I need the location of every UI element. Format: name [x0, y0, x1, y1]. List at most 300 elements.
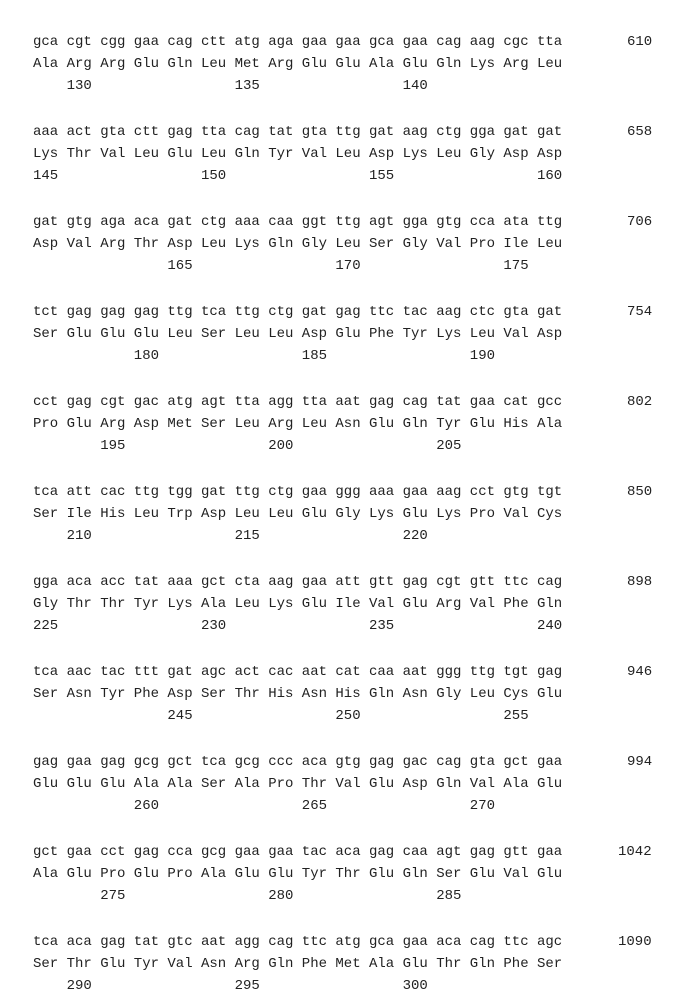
codon: gag: [100, 754, 125, 770]
codon: agt: [436, 844, 461, 860]
amino-acid: Arg: [100, 236, 125, 252]
amino-acid: Lys: [436, 506, 461, 522]
codon: gcg: [134, 754, 159, 770]
amino-acid: Glu: [403, 56, 428, 72]
amino-acid: Glu: [403, 956, 428, 972]
amino-acid: Thr: [67, 146, 92, 162]
amino-acid: Ala: [33, 866, 58, 882]
nucleotide-position: 610: [627, 34, 652, 50]
sequence-block: [0, 934, 700, 1004]
codon: gag: [537, 664, 562, 680]
codon: tat: [268, 124, 293, 140]
codon: ttg: [335, 124, 360, 140]
residue-number: 225: [33, 618, 58, 634]
codon: agc: [201, 664, 226, 680]
codon: tat: [134, 574, 159, 590]
amino-acid: Glu: [369, 776, 394, 792]
amino-acid: Gln: [436, 56, 461, 72]
amino-acid: Asp: [33, 236, 58, 252]
codon: aga: [100, 214, 125, 230]
amino-acid: Ser: [201, 326, 226, 342]
codon: att: [335, 574, 360, 590]
codon: aca: [302, 754, 327, 770]
amino-acid: Val: [503, 326, 528, 342]
codon: gat: [503, 124, 528, 140]
codon: gat: [167, 664, 192, 680]
codon: gct: [503, 754, 528, 770]
amino-acid: Gln: [403, 866, 428, 882]
codon: ctt: [134, 124, 159, 140]
amino-acid: Asn: [403, 686, 428, 702]
amino-acid: Glu: [369, 866, 394, 882]
amino-acid: Val: [470, 776, 495, 792]
amino-acid: Glu: [537, 776, 562, 792]
residue-number: 135: [235, 78, 260, 94]
nucleotide-position: 1090: [618, 934, 652, 950]
codon: aaa: [235, 214, 260, 230]
amino-acid: Leu: [537, 56, 562, 72]
codon: tac: [100, 664, 125, 680]
codon: gaa: [403, 934, 428, 950]
residue-number: 195: [100, 438, 125, 454]
residue-number: 240: [537, 618, 562, 634]
amino-acid: Ser: [33, 686, 58, 702]
codon: aaa: [33, 124, 58, 140]
codon: ctc: [470, 304, 495, 320]
codon: gag: [67, 304, 92, 320]
codon: gtt: [503, 844, 528, 860]
amino-acid: His: [503, 416, 528, 432]
codon: tct: [33, 304, 58, 320]
amino-acid: Gln: [268, 236, 293, 252]
amino-acid: Met: [235, 56, 260, 72]
codon: gat: [201, 484, 226, 500]
sequence-block: [0, 304, 700, 374]
codon: gtg: [503, 484, 528, 500]
residue-number: 270: [470, 798, 495, 814]
amino-acid: Leu: [235, 506, 260, 522]
codon: aag: [403, 124, 428, 140]
codon: atg: [335, 934, 360, 950]
codon: ttc: [503, 574, 528, 590]
codon: gtg: [436, 214, 461, 230]
codon: cag: [436, 34, 461, 50]
amino-acid: Asp: [201, 506, 226, 522]
nucleotide-position: 850: [627, 484, 652, 500]
residue-number: 230: [201, 618, 226, 634]
codon: gat: [167, 214, 192, 230]
amino-acid: Lys: [167, 596, 192, 612]
amino-acid: Pro: [33, 416, 58, 432]
amino-acid: Ser: [369, 236, 394, 252]
codon: aag: [470, 34, 495, 50]
residue-number: 295: [235, 978, 260, 994]
amino-acid: Val: [503, 866, 528, 882]
residue-number: 180: [134, 348, 159, 364]
amino-acid: Thr: [67, 956, 92, 972]
amino-acid: Thr: [235, 686, 260, 702]
codon: ctg: [268, 484, 293, 500]
amino-acid: Gly: [470, 146, 495, 162]
residue-number: 260: [134, 798, 159, 814]
codon: gtg: [335, 754, 360, 770]
amino-acid: Tyr: [134, 596, 159, 612]
amino-acid: His: [100, 506, 125, 522]
codon: caa: [369, 664, 394, 680]
nucleotide-position: 658: [627, 124, 652, 140]
codon: gaa: [67, 844, 92, 860]
codon: aga: [268, 34, 293, 50]
codon: gaa: [403, 34, 428, 50]
amino-acid: Glu: [470, 866, 495, 882]
codon: gag: [470, 844, 495, 860]
codon: gaa: [302, 574, 327, 590]
codon: gaa: [537, 844, 562, 860]
residue-number: 245: [167, 708, 192, 724]
amino-acid: Lys: [369, 506, 394, 522]
amino-acid: Ala: [201, 596, 226, 612]
nucleotide-position: 1042: [618, 844, 652, 860]
amino-acid: Asp: [403, 776, 428, 792]
codon: aac: [67, 664, 92, 680]
amino-acid: Glu: [369, 416, 394, 432]
residue-number: 170: [335, 258, 360, 274]
amino-acid: Gly: [335, 506, 360, 522]
amino-acid: Ser: [201, 776, 226, 792]
amino-acid: Glu: [403, 596, 428, 612]
amino-acid: Glu: [167, 146, 192, 162]
codon: tac: [302, 844, 327, 860]
codon: gag: [33, 754, 58, 770]
codon: ttg: [537, 214, 562, 230]
codon: gaa: [235, 844, 260, 860]
nucleotide-position: 802: [627, 394, 652, 410]
codon: gca: [369, 934, 394, 950]
codon: tgt: [537, 484, 562, 500]
amino-acid: Asp: [167, 236, 192, 252]
amino-acid: Pro: [470, 506, 495, 522]
residue-number: 165: [167, 258, 192, 274]
codon: gcg: [201, 844, 226, 860]
codon: gca: [33, 34, 58, 50]
codon: tta: [537, 34, 562, 50]
codon: ggg: [436, 664, 461, 680]
codon: cac: [100, 484, 125, 500]
codon: aag: [436, 304, 461, 320]
sequence-block: [0, 574, 700, 644]
codon: gaa: [302, 484, 327, 500]
codon: cta: [235, 574, 260, 590]
residue-number: 280: [268, 888, 293, 904]
amino-acid: Gln: [403, 416, 428, 432]
codon: gag: [369, 844, 394, 860]
amino-acid: Glu: [335, 326, 360, 342]
amino-acid: Ala: [235, 776, 260, 792]
residue-number: 150: [201, 168, 226, 184]
codon: tca: [33, 484, 58, 500]
amino-acid: Arg: [67, 56, 92, 72]
amino-acid: Phe: [134, 686, 159, 702]
residue-number: 155: [369, 168, 394, 184]
amino-acid: Asp: [537, 326, 562, 342]
nucleotide-position: 706: [627, 214, 652, 230]
amino-acid: Glu: [235, 866, 260, 882]
amino-acid: Val: [100, 146, 125, 162]
amino-acid: Ile: [67, 506, 92, 522]
amino-acid: Tyr: [302, 866, 327, 882]
codon: gga: [470, 124, 495, 140]
amino-acid: Tyr: [100, 686, 125, 702]
codon: ttg: [335, 214, 360, 230]
codon: tgt: [503, 664, 528, 680]
codon: gac: [403, 754, 428, 770]
amino-acid: Asp: [167, 686, 192, 702]
amino-acid: Lys: [33, 146, 58, 162]
residue-number: 130: [67, 78, 92, 94]
codon: ttc: [302, 934, 327, 950]
sequence-block: [0, 214, 700, 284]
codon: gag: [369, 394, 394, 410]
amino-acid: Lys: [268, 596, 293, 612]
sequence-block: [0, 664, 700, 734]
nucleotide-position: 946: [627, 664, 652, 680]
codon: ggg: [335, 484, 360, 500]
amino-acid: Val: [167, 956, 192, 972]
residue-number: 215: [235, 528, 260, 544]
codon: agg: [268, 394, 293, 410]
amino-acid: Thr: [100, 596, 125, 612]
codon: gca: [369, 34, 394, 50]
amino-acid: Glu: [33, 776, 58, 792]
amino-acid: Ala: [201, 866, 226, 882]
codon: gat: [537, 304, 562, 320]
amino-acid: Ser: [33, 326, 58, 342]
amino-acid: Leu: [436, 146, 461, 162]
amino-acid: Ala: [167, 776, 192, 792]
codon: tta: [302, 394, 327, 410]
residue-number: 235: [369, 618, 394, 634]
codon: atg: [235, 34, 260, 50]
codon: ggt: [302, 214, 327, 230]
codon: aca: [67, 574, 92, 590]
codon: cag: [436, 754, 461, 770]
amino-acid: Phe: [369, 326, 394, 342]
amino-acid: Thr: [302, 776, 327, 792]
amino-acid: Glu: [403, 506, 428, 522]
amino-acid: Leu: [201, 56, 226, 72]
amino-acid: Ile: [503, 236, 528, 252]
amino-acid: Glu: [67, 866, 92, 882]
amino-acid: Glu: [100, 776, 125, 792]
codon: aat: [201, 934, 226, 950]
codon: aat: [302, 664, 327, 680]
codon: tac: [403, 304, 428, 320]
sequence-block: [0, 754, 700, 824]
amino-acid: Leu: [235, 416, 260, 432]
codon: ctg: [268, 304, 293, 320]
amino-acid: Lys: [403, 146, 428, 162]
codon: atg: [167, 394, 192, 410]
amino-acid: Leu: [235, 326, 260, 342]
amino-acid: Asn: [67, 686, 92, 702]
amino-acid: Pro: [167, 866, 192, 882]
amino-acid: Ser: [436, 866, 461, 882]
amino-acid: Asn: [201, 956, 226, 972]
codon: gtg: [67, 214, 92, 230]
amino-acid: Gly: [302, 236, 327, 252]
codon: gag: [100, 304, 125, 320]
codon: tca: [33, 934, 58, 950]
codon: gtc: [167, 934, 192, 950]
codon: gat: [369, 124, 394, 140]
amino-acid: Gly: [436, 686, 461, 702]
residue-number: 200: [268, 438, 293, 454]
codon: cat: [503, 394, 528, 410]
codon: caa: [403, 844, 428, 860]
amino-acid: Thr: [335, 866, 360, 882]
codon: agt: [369, 214, 394, 230]
amino-acid: Glu: [100, 326, 125, 342]
codon: gag: [100, 934, 125, 950]
amino-acid: Asn: [335, 416, 360, 432]
codon: gct: [33, 844, 58, 860]
codon: cag: [403, 394, 428, 410]
amino-acid: Asp: [369, 146, 394, 162]
codon: gga: [403, 214, 428, 230]
amino-acid: Glu: [302, 596, 327, 612]
nucleotide-position: 898: [627, 574, 652, 590]
residue-number: 275: [100, 888, 125, 904]
codon: gga: [33, 574, 58, 590]
amino-acid: Glu: [134, 866, 159, 882]
amino-acid: Glu: [335, 56, 360, 72]
codon: aaa: [167, 574, 192, 590]
codon: cgt: [67, 34, 92, 50]
codon: gaa: [470, 394, 495, 410]
residue-number: 205: [436, 438, 461, 454]
codon: agc: [537, 934, 562, 950]
codon: gta: [302, 124, 327, 140]
codon: cag: [268, 934, 293, 950]
amino-acid: Glu: [537, 866, 562, 882]
amino-acid: Arg: [235, 956, 260, 972]
codon: ctg: [436, 124, 461, 140]
amino-acid: Tyr: [436, 416, 461, 432]
amino-acid: Ile: [335, 596, 360, 612]
amino-acid: Thr: [436, 956, 461, 972]
amino-acid: Asp: [503, 146, 528, 162]
amino-acid: Tyr: [403, 326, 428, 342]
amino-acid: Gln: [268, 956, 293, 972]
amino-acid: Trp: [167, 506, 192, 522]
amino-acid: Leu: [134, 146, 159, 162]
amino-acid: Ser: [537, 956, 562, 972]
codon: aag: [436, 484, 461, 500]
codon: gaa: [302, 34, 327, 50]
amino-acid: Val: [67, 236, 92, 252]
amino-acid: Lys: [235, 236, 260, 252]
codon: aaa: [369, 484, 394, 500]
codon: cgc: [503, 34, 528, 50]
amino-acid: Ala: [134, 776, 159, 792]
amino-acid: Gln: [235, 146, 260, 162]
codon: tca: [201, 754, 226, 770]
sequence-block: [0, 484, 700, 554]
amino-acid: Asp: [134, 416, 159, 432]
codon: cag: [537, 574, 562, 590]
amino-acid: Glu: [470, 416, 495, 432]
amino-acid: Leu: [470, 326, 495, 342]
codon: ctg: [201, 214, 226, 230]
codon: gat: [537, 124, 562, 140]
amino-acid: Glu: [67, 776, 92, 792]
codon: ttg: [134, 484, 159, 500]
codon: ttg: [235, 304, 260, 320]
amino-acid: Ala: [369, 56, 394, 72]
amino-acid: Met: [167, 416, 192, 432]
amino-acid: Leu: [537, 236, 562, 252]
codon: tgg: [167, 484, 192, 500]
codon: gag: [67, 394, 92, 410]
amino-acid: Gln: [167, 56, 192, 72]
amino-acid: Pro: [100, 866, 125, 882]
codon: gac: [134, 394, 159, 410]
residue-number: 140: [403, 78, 428, 94]
codon: gat: [302, 304, 327, 320]
residue-number: 290: [67, 978, 92, 994]
amino-acid: Arg: [268, 56, 293, 72]
amino-acid: Gln: [470, 956, 495, 972]
amino-acid: Lys: [470, 56, 495, 72]
amino-acid: Cys: [503, 686, 528, 702]
codon: gta: [470, 754, 495, 770]
codon: ttg: [167, 304, 192, 320]
codon: cca: [167, 844, 192, 860]
codon: caa: [268, 214, 293, 230]
amino-acid: Val: [369, 596, 394, 612]
amino-acid: Arg: [268, 416, 293, 432]
residue-number: 250: [335, 708, 360, 724]
nucleotide-position: 754: [627, 304, 652, 320]
amino-acid: Asp: [302, 326, 327, 342]
amino-acid: Pro: [470, 236, 495, 252]
codon: gag: [134, 844, 159, 860]
sequence-block: [0, 394, 700, 464]
codon: cag: [235, 124, 260, 140]
codon: ata: [503, 214, 528, 230]
amino-acid: Lys: [436, 326, 461, 342]
amino-acid: Asp: [537, 146, 562, 162]
amino-acid: Arg: [503, 56, 528, 72]
amino-acid: Gln: [537, 596, 562, 612]
codon: cgg: [100, 34, 125, 50]
amino-acid: Tyr: [268, 146, 293, 162]
amino-acid: Glu: [302, 56, 327, 72]
codon: gaa: [537, 754, 562, 770]
amino-acid: Leu: [201, 146, 226, 162]
amino-acid: Leu: [335, 236, 360, 252]
sequence-block: [0, 124, 700, 194]
sequence-block: [0, 34, 700, 104]
amino-acid: Arg: [100, 56, 125, 72]
amino-acid: Thr: [134, 236, 159, 252]
codon: gag: [403, 574, 428, 590]
codon: gtt: [369, 574, 394, 590]
codon: gcg: [235, 754, 260, 770]
amino-acid: Leu: [167, 326, 192, 342]
codon: cgt: [100, 394, 125, 410]
amino-acid: Gly: [403, 236, 428, 252]
